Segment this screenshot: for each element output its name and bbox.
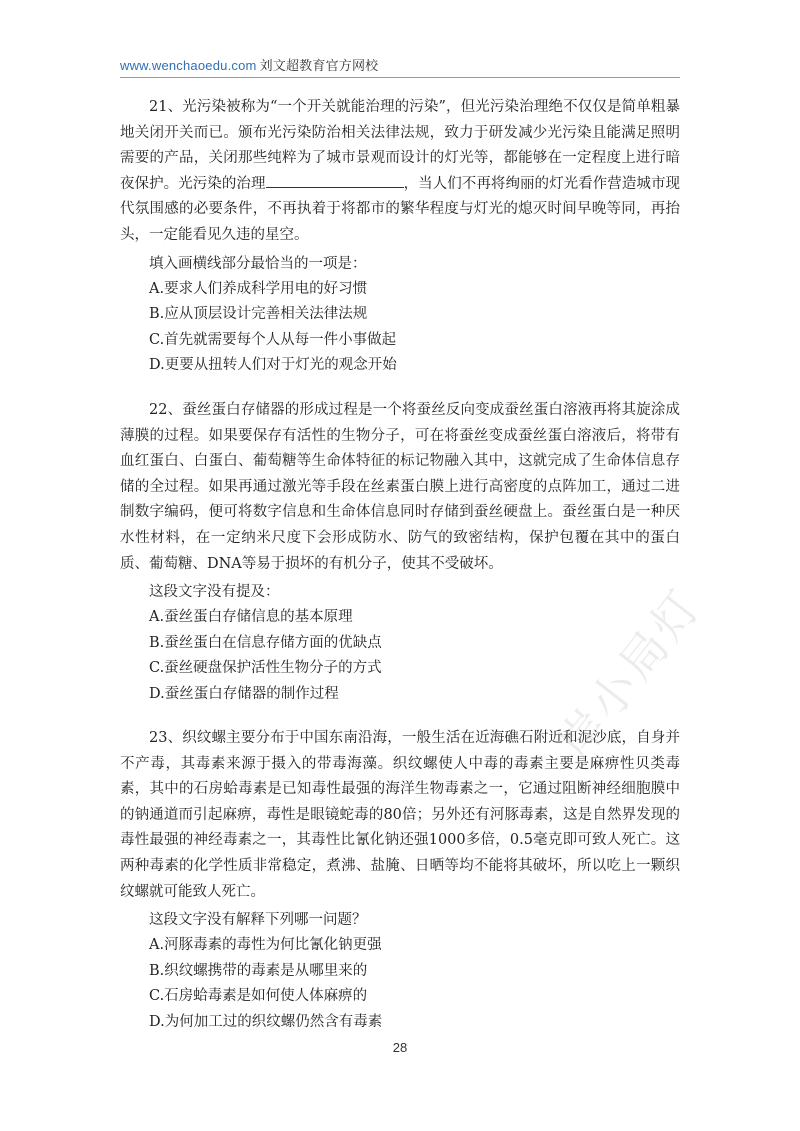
question-21	[120, 95, 680, 379]
site-name: 刘文超教育官方网校	[259, 58, 379, 73]
site-link[interactable]: www.wenchaoedu.com	[120, 58, 257, 73]
question-stem: 23、织纹螺主要分布于中国东南沿海，一般生活在近海礁石附近和泥沙底，自身并不产毒，其毒素来源于摄入的带毒海藻。织纹螺使人中毒的毒素主要是麻痹性贝类毒素，其中的石房蛤毒素是已知毒性最强的海洋生物毒素之一，它通过阻断神经细胞膜中的钠通道而引起麻痹，毒性是眼镜蛇毒的80倍；另外还有河豚毒素，这是自然界发现的毒性最强的神经毒素之一，其毒性比氰化钠还强1000多倍，0.5毫克即可致人死亡。这两种毒素的化学性质非常稳定，煮沸、盐腌、日晒等均不能将其破坏，所以吃上一颗织纹螺就可能致人死亡。	[120, 730, 680, 900]
option-a: A.要求人们养成科学用电的好习惯	[149, 280, 368, 297]
option-b: B.应从顶层设计完善相关法律法规	[149, 306, 368, 323]
stem-text-before-blank: 21、光污染被称为“一个开关就能治理的污染”，但光污染治理绝不仅仅是简单粗暴地关闭开关而已。颁布光污染防治相关法律法规，致力于研发减少光污染且能满足照明需要的产品，关闭那些纯粹为了城市景观而设计的灯光等，都能够在一定程度上进行暗夜保护。光污染的治理	[120, 99, 680, 192]
option-d: D.更要从扭转人们对于灯光的观念开始	[149, 357, 397, 374]
question-22	[120, 398, 680, 707]
option-c: C.蚕丝硬盘保护活性生物分子的方式	[149, 660, 382, 677]
option-a: A.河豚毒素的毒性为何比氰化钠更强	[149, 937, 382, 954]
question-prompt: 这段文字没有解释下列哪一问题？	[149, 912, 367, 929]
question-prompt: 填入画横线部分最恰当的一项是：	[149, 255, 367, 272]
option-c: C.首先就需要每个人从每一件小事做起	[149, 331, 397, 348]
option-d: D.蚕丝蛋白存储器的制作过程	[149, 685, 339, 702]
question-stem	[120, 95, 680, 249]
option-a: A.蚕丝蛋白存储信息的基本原理	[149, 609, 353, 626]
question-23	[120, 726, 680, 1035]
question-prompt: 这段文字没有提及：	[149, 584, 280, 601]
page-number: 28	[392, 1040, 408, 1055]
option-d: D.为何加工过的织纹螺仍然含有毒素	[149, 1013, 383, 1030]
page-header	[120, 55, 378, 74]
stem-text-after-blank: ，当人们不再将绚丽的灯光看作营造城市现代氛围感的必要条件，不再执着于将都市的繁华程度与灯光的熄灭时间早晚等同，再抬头，一定能看见久违的星空。	[120, 175, 681, 243]
option-b: B.织纹螺携带的毒素是从哪里来的	[149, 962, 368, 979]
header-divider	[120, 77, 680, 78]
option-c: C.石房蛤毒素是如何使人体麻痹的	[149, 988, 368, 1005]
question-stem: 22、蚕丝蛋白存储器的形成过程是一个将蚕丝反向变成蚕丝蛋白溶液再将其旋涂成薄膜的过程。如果要保存有活性的生物分子，可在将蚕丝变成蚕丝蛋白溶液后，将带有血红蛋白、白蛋白、葡萄糖等生命体特征的标记物融入其中，这就完成了生命体信息存储的全过程。如果再通过激光等手段在丝素蛋白膜上进行高密度的点阵加工，通过二进制数字编码，便可将数字信息和生命体信息同时存储到蚕丝硬盘上。蚕丝蛋白是一种厌水性材料，在一定纳米尺度下会形成防水、防气的致密结构，保护包覆在其中的蛋白质、葡萄糖、DNA等易于损坏的有机分子，使其不受破坏。	[120, 402, 680, 572]
option-b: B.蚕丝蛋白在信息存储方面的优缺点	[149, 634, 382, 651]
fill-in-blank	[266, 173, 404, 188]
watermark: 岸小局灯	[547, 577, 713, 769]
